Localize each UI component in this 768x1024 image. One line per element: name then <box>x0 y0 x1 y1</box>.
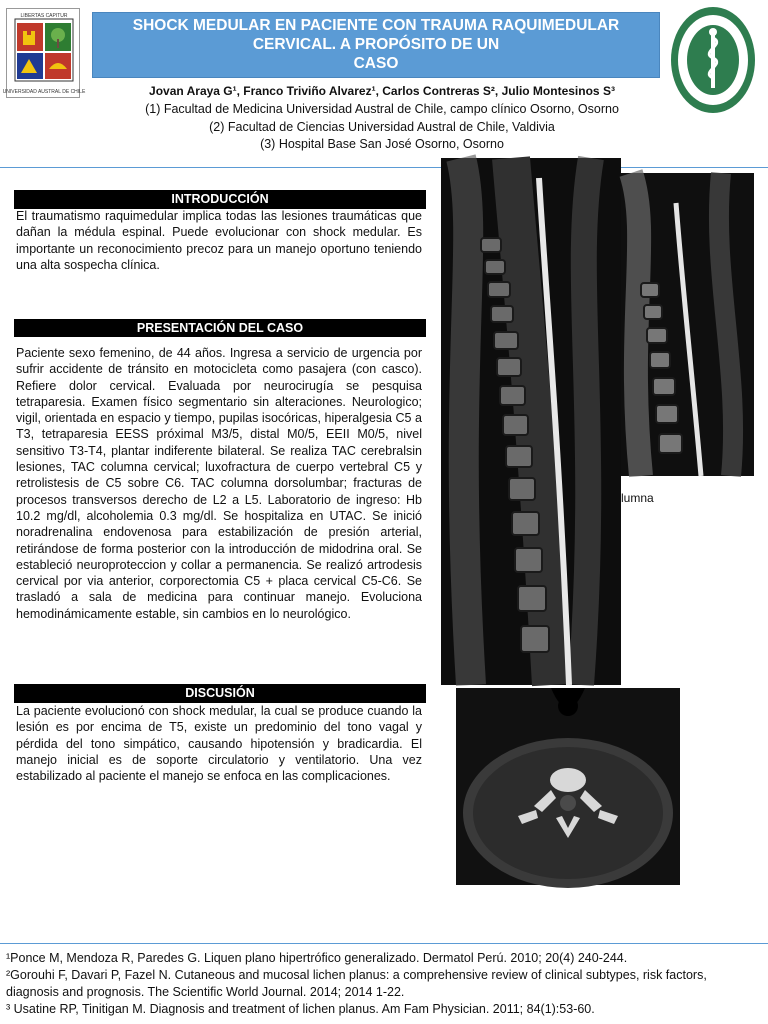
section-heading-intro: INTRODUCCIÓN <box>14 190 426 209</box>
svg-text:LIBERTAS CAPITUR: LIBERTAS CAPITUR <box>20 13 68 19</box>
affiliation-1: (1) Facultad de Medicina Universidad Austral de Chile, campo clínico Osorno, Osorno <box>145 102 619 116</box>
university-logo <box>2 8 86 98</box>
affiliation-3: (3) Hospital Base San José Osorno, Osorno <box>260 137 504 151</box>
svg-text:UNIVERSIDAD AUSTRAL DE CHILE: UNIVERSIDAD AUSTRAL DE CHILE <box>2 89 86 95</box>
footer-divider <box>0 943 768 944</box>
reference-item: ³ Usatine RP, Tinitigan M. Diagnosis and treatment of lichen planus. Am Fam Physician. 2011; 84(1):53-60. <box>6 1002 595 1016</box>
society-seal-logo <box>670 6 756 114</box>
references <box>6 950 762 1018</box>
mri-sagittal-full-spine-image <box>441 158 621 685</box>
reference-item: ¹Ponce M, Mendoza R, Paredes G. Liquen plano hipertrófico generalizado. Dermatol Perú. 2010; 20(4) 240-244. <box>6 951 628 965</box>
reference-item: ²Gorouhi F, Davari P, Fazel N. Cutaneous and mucosal lichen planus: a comprehensive review of clinical subtypes, risk factors, diagnosis and prognosis. The Scientific World Journal. 2014; 2014 1-22. <box>6 968 707 999</box>
ct-axial-cervical-image <box>456 688 680 885</box>
affiliation-2: (2) Facultad de Ciencias Universidad Austral de Chile, Valdivia <box>209 120 555 134</box>
section-heading-discussion: DISCUSIÓN <box>14 684 426 703</box>
header-divider <box>0 167 768 168</box>
stray-caption-fragment: lumna <box>621 491 654 505</box>
case-text: Paciente sexo femenino, de 44 años. Ingresa a servicio de urgencia por sufrir accidente de tránsito en motocicleta como pasajera (con casco). Refiere dolor cervical. Evaluada por neurocirugía se pesquisa tetraparesia. Examen físico segmentario sin alteraciones. Neurologico; vigil, orientada en espacio y tiempo, pupilas isocóricas, hiperalgesia C5 a T3, tetraparesia EESS próximal M3/5, distal M0/5, EEII M0/5, nivel sensitivo T3-T4, plantar indiferente bilateral. Se realiza TAC cerebralsin lesiones, TAC columna cervical; luxofractura de cuerpo vertebral C5 y retrolistesis de C5 sobre C6. TAC columna dorsolumbar; fracturas de procesos transversos derecho de L2 a L5. Laboratorio de ingreso: Hb 10.2 mg/dl, alcoholemia 0.3 mg/dl. Se hospitaliza en UTAC. Se inició noradrenalina endovenosa para estabilización de presión arterial, retirándose de forma posterior con la introducción de midodrina oral. Se estableció neuroproteccion y collar a permanencia. Se realizó artrodesis cervical por via anterior, corporectomia C5 + placa cervical C5-C6. Se trasladó a sala de medicina para continuar manejo. Evoluciona hemodinámicamente estable, sin cambios en lo neurológico. <box>16 346 422 621</box>
intro-text: El traumatismo raquimedular implica todas las lesiones traumáticas que dañan la médula espinal. Puede evolucionar con shock medular. Es importante un reconocimiento precoz para un manejo oportuno teniendo una alta sospecha clínica. <box>16 209 422 272</box>
authors: Jovan Araya G¹, Franco Triviño Alvarez¹, Carlos Contreras S², Julio Montesinos S³ <box>149 84 615 98</box>
mri-sagittal-cervical-image <box>621 173 754 476</box>
section-heading-case: PRESENTACIÓN DEL CASO <box>14 319 426 337</box>
poster-title: SHOCK MEDULAR EN PACIENTE CON TRAUMA RAQUIMEDULAR CERVICAL. A PROPÓSITO DE UN CASO <box>92 12 660 78</box>
discussion-text: La paciente evolucionó con shock medular, la cual se produce cuando la lesión es por encima de T5, existe un predominio del tono vagal y pérdida del tono simpático, causando hipotensión y bradicardia. El manejo inicial es de soporte circulatorio y ventilatorio. Una vez estabilizado al paciente el manejo se enfoca en las complicaciones. <box>16 704 422 784</box>
